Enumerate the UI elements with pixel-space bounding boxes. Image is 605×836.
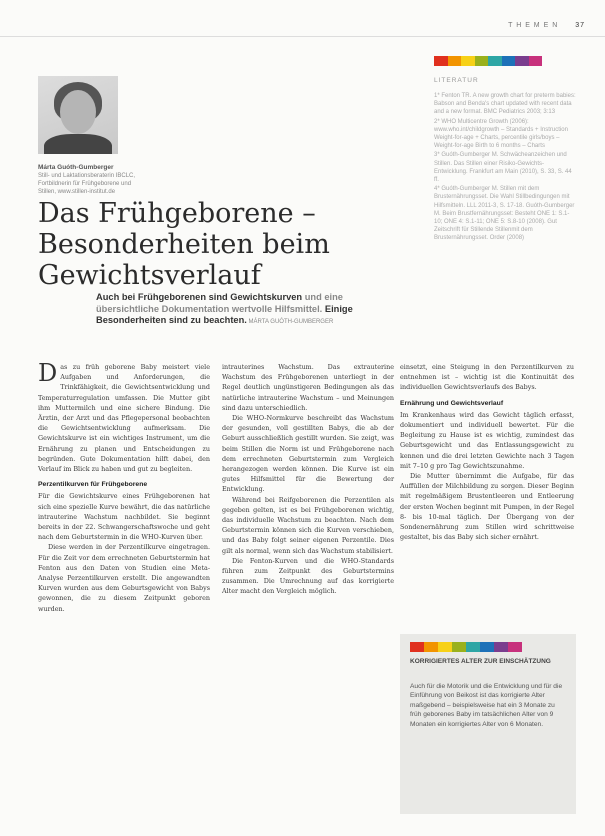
- color-stripe-top: [434, 56, 542, 66]
- paragraph: einsetzt, eine Steigung in den Perzentilkurven zu entnehmen ist – wichtig ist die Kontinuität des individuellen Gewichtsverlaufs des Babys.: [400, 363, 574, 392]
- paragraph: intrauterines Wachstum. Das extrauterine Wachstum des Frühgeborenen unterliegt in der Regel deutlich ungünstigeren Bedingungen als das natürliche intrauterine Wachstum – und Meinungen sind dazu unterschiedlich.: [222, 363, 394, 412]
- color-swatch: [488, 56, 502, 66]
- text-column-2: [222, 362, 394, 597]
- page-number: 37: [575, 22, 585, 29]
- author-bio: Still- und Laktationsberaterin IBCLC, Fortbildnerin für Frühgeborene und Stillen, www.stillen-institut.de: [38, 173, 136, 195]
- subheading: Perzentilkurven für Frühgeborene: [38, 481, 148, 489]
- article-lead: [96, 292, 386, 329]
- article-title: Das Frühgeborene – Besonderheiten beim Gewichtsverlauf: [38, 198, 330, 291]
- author-info: [38, 164, 138, 196]
- color-swatch: [461, 56, 475, 66]
- subheading: Ernährung und Gewichtsverlauf: [400, 399, 504, 407]
- color-swatch: [502, 56, 516, 66]
- literature-list: [434, 92, 576, 244]
- color-swatch: [434, 56, 448, 66]
- paragraph: Die Fenton-Kurven und die WHO-Standards führen zum Zeitpunkt des Geburtstermins zusammen. Die Umrechnung auf das korrigierte Alter macht den Vergleich möglich.: [222, 556, 394, 596]
- paragraph: Im Krankenhaus wird das Gewicht täglich erfasst, dokumentiert und individuell bewertet. Für die Begleitung zu Hause ist es wichtig, zumindest das Geburtsgewicht und das Entlassungsgewicht zu kennen und die drei letzten Gewichte nach 3 Tagen mit 7–10 g pro Tag Gewichtszunahme.: [400, 410, 574, 470]
- literature-item: 2* WHO Multicentre Growth (2006): www.who.int/childgrowth – Standards + Instruction Weight-for-age + Charts, percentile girls/boys – Weight-for-age Birth to 6 months – Charts: [434, 118, 568, 150]
- color-swatch: [452, 642, 466, 652]
- lead-part-2: und eine übersichtliche Dokumentation wertvolle Hilfsmittel.: [96, 292, 343, 314]
- drop-cap: D: [38, 359, 58, 387]
- color-swatch: [508, 642, 522, 652]
- color-swatch: [515, 56, 529, 66]
- color-swatch: [438, 642, 452, 652]
- literature-item: 1* Fenton TR. A new growth chart for preterm babies: Babson and Benda's chart updated with recent data and a new format. BMC Pediatrics 2003; 3:13: [434, 93, 576, 116]
- literature-item: 3* Guóth-Gumberger M. Schwächeanzeichen und Stillen. Das Stillen einer Risiko-Gewichts-Entwicklung. Frankfurt am Main (2010), S. 33, S. 44 ff.: [434, 152, 572, 184]
- color-swatch: [466, 642, 480, 652]
- info-box: [400, 634, 576, 814]
- color-swatch: [494, 642, 508, 652]
- text-column-1: [38, 359, 210, 614]
- color-swatch: [448, 56, 462, 66]
- running-header: [508, 22, 585, 29]
- byline: MÁRTA GUÓTH-GUMBERGER: [246, 319, 334, 325]
- color-swatch: [410, 642, 424, 652]
- literature-item: 4* Guóth-Gumberger M. Stillen mit dem Brusternährungsset. Die Wahl Stillbedingungen mit Hilfsmitteln. LLL 2011-3, S. 17-18. Guóth-Gumberger M. Beim Brustfernährungsset: Besteht ONE 1: S.1-10; ONE 4: S.1-11; ONE 5: S.8-10 (2008). Gut Zeitschrift für Stillende Stillenmit dem Brusternährungsset. Order (2008): [434, 186, 575, 242]
- paragraph: Die WHO-Normkurve beschreibt das Wachstum der gesunden, voll gestillten Babys, die ab der Geburt ausschließlich gestillt wurden. Sie zeigt, was beim Stillen die Norm ist und Frühgeborene nach dem errechneten Geburtstermin zum Vergleich herangezogen werden können. Die Kurve ist ein gutes Hilfsmittel für die Bewertung der Entwicklung.: [222, 414, 394, 494]
- paragraph: Während bei Reifgeborenen die Perzentilen als gegeben gelten, ist es bei Frühgeborenen wichtig, das individuelle Wachstum zu beachten. Nach dem Geburtstermin können sich die Kurven verschieben, und das Baby folgt seiner eigenen Perzentile. Dies gilt als normal, wenn sich das Wachstum stabilisiert.: [222, 495, 394, 555]
- literature-heading: LITERATUR: [434, 77, 479, 84]
- section-label: T H E M E N: [508, 22, 559, 29]
- paragraph: as zu früh geborene Baby meistert viele Aufgaben und Anforderungen, die Trinkfähigkeit, die Gewichtsentwicklung und Temperaturregulation umfassen. Die Mutter gibt ihm Muttermilch und eine sichere Bindung. Die Ärztin, der Arzt und das Pflegepersonal beobachten die Gewichtsentwicklung aufmerksam. Die Gewichtskurve ist ein wichtiges Instrument, um die Ernährung zu planen und Entscheidungen zu begründen. Gute Dokumentation hilft dabei, den Verlauf im Blick zu haben und gut zu begleiten.: [38, 363, 210, 474]
- color-stripe-box: [410, 642, 522, 652]
- paragraph: Diese werden in der Perzentilkurve eingetragen. Für die Zeit vor dem errechneten Geburtstermin hat Fenton aus den Daten von Studien eine Meta-Analyse Perzentilkurven erstellt. Die angewandten Kurven wurden aus dem Geburtsgewicht von Babys gewonnen, die zu diesem Zeitpunkt geboren wurden.: [38, 543, 210, 613]
- color-swatch: [475, 56, 489, 66]
- author-name: Márta Guóth-Gumberger: [38, 164, 114, 171]
- color-swatch: [424, 642, 438, 652]
- color-swatch: [480, 642, 494, 652]
- paragraph: Für die Gewichtskurve eines Frühgeborenen hat sich eine spezielle Kurve bewährt, die das natürliche intrauterine Wachstum nachbildet. Sie beginnt bereits in der 22. Schwangerschaftswoche und geht nach dem Geburtstermin in die WHO-Kurven über.: [38, 492, 210, 542]
- info-box-title: KORRIGIERTES ALTER ZUR EINSCHÄTZUNG: [410, 658, 551, 665]
- paragraph: Die Mutter übernimmt die Aufgabe, für das Auffüllen der Milchbildung zu sorgen. Dieser Beginn mit regelmäßigem Brustentleeren und Entleerung der ersten Wochen beginnt mit Pumpen, in der Regel 8- bis 10-mal täglich. Der Übergang von der Sondenernährung zum Stillen wird schrittweise gestaltet, bis das Baby sich sicher ernährt.: [400, 472, 574, 542]
- lead-part-1: Auch bei Frühgeborenen sind Gewichtskurven: [96, 292, 303, 302]
- author-photo: [38, 76, 118, 154]
- color-swatch: [529, 56, 543, 66]
- lead-part-3: Einige Besonderheiten sind zu beachten.: [96, 303, 353, 325]
- text-column-3: [400, 362, 574, 542]
- header-rule: [0, 36, 605, 37]
- info-box-text: Auch für die Motorik und die Entwicklung und für die Einführung von Beikost ist das korrigierte Alter maßgebend – beispielsweise hat ein 3 Monate zu früh geborenes Baby im tatsächlichen Alter von 9 Monaten ein korrigiertes Alter von 6 Monaten.: [410, 683, 563, 728]
